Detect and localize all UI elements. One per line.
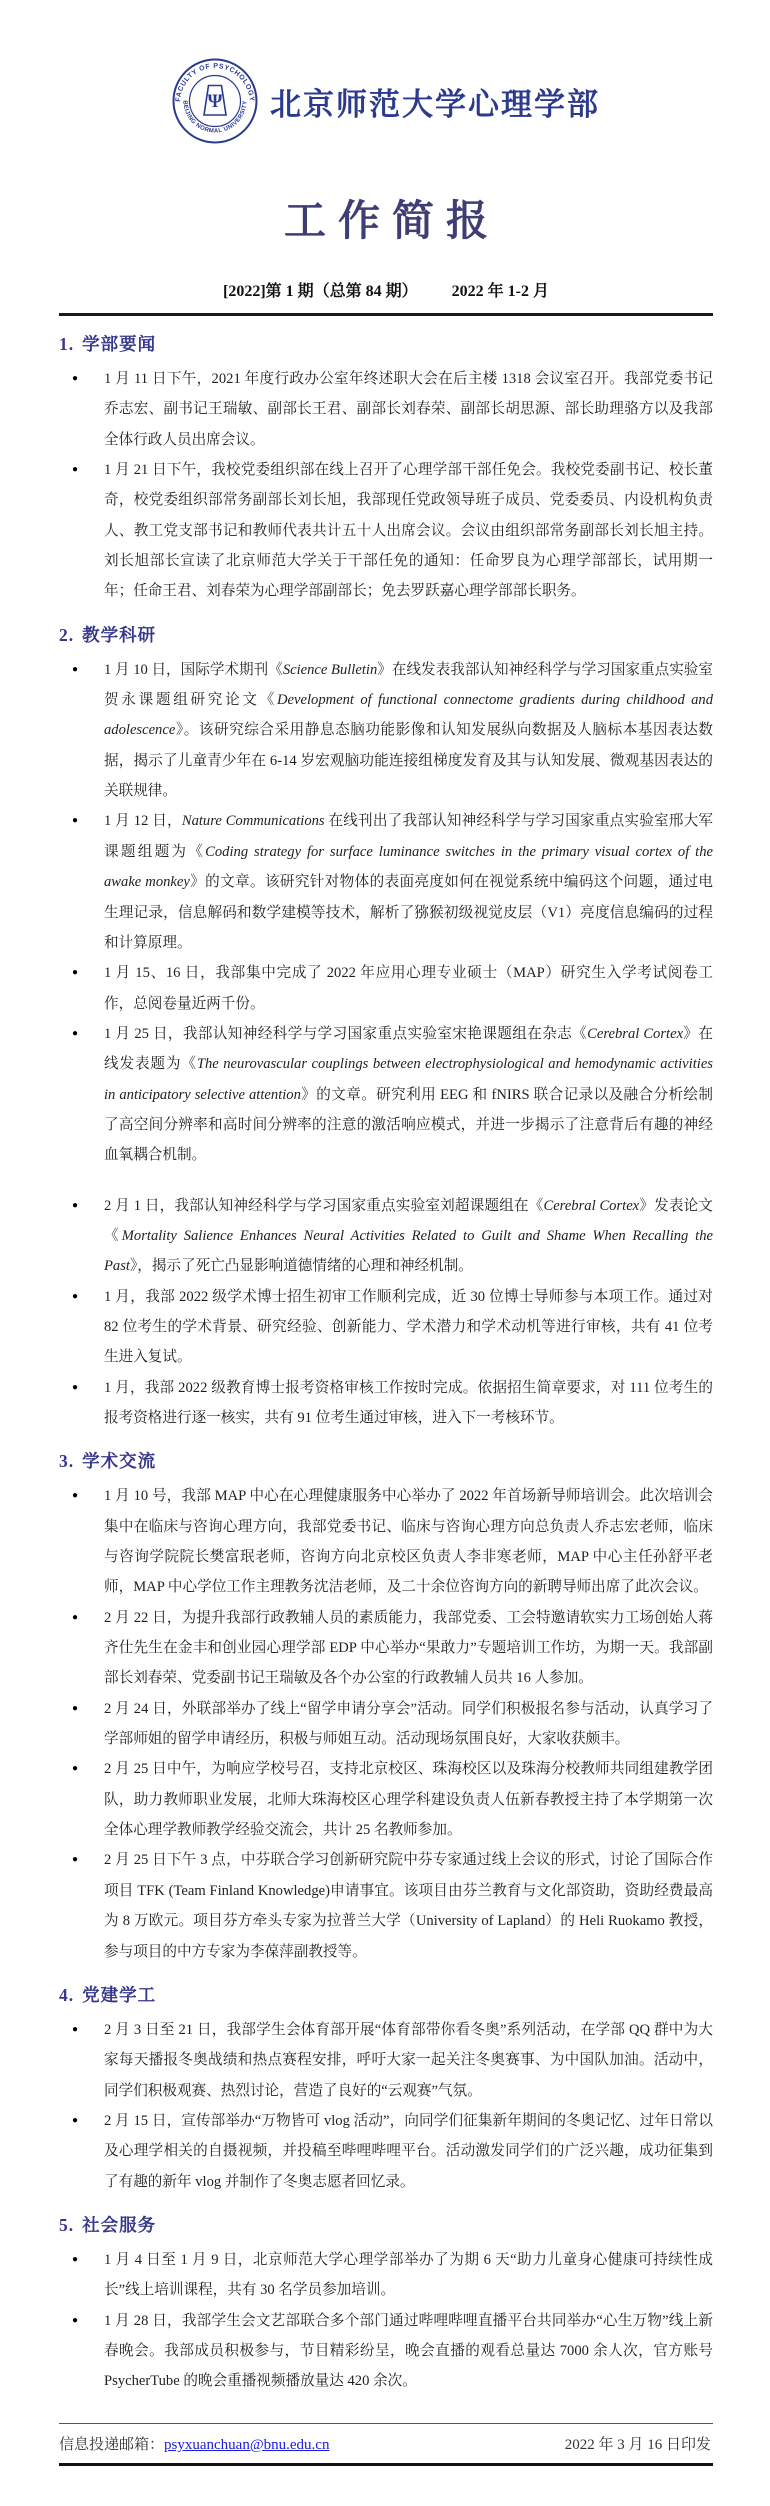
bullet-icon: ●	[72, 1199, 79, 1211]
section-title: 学术交流	[82, 1451, 157, 1472]
bulletin-list	[59, 2245, 713, 2397]
bulletin-item: ● 2 月 3 日至 21 日，我部学生会体育部开展“体育部带你看冬奥”系列活动，在学部 QQ 群中为大家每天播报冬奥战绩和热点赛程安排，呼吁大家一起关注冬奥赛事、为中国队加油。活动中，同学们积极观赛、热烈讨论，营造了良好的“云观赛”气氛。	[59, 2015, 713, 2106]
bullet-icon: ●	[72, 373, 79, 384]
section-number: 2.	[59, 624, 75, 645]
bulletin-item: ● 1 月 25 日，我部认知神经科学与学习国家重点实验室宋艳课题组在杂志《Cerebral Cortex》在线发表题为《The neurovascular couplings between electrophysiological and hemodynamic activities in anticipatory selective attention》的文章。研究利用 EEG 和 fNIRS 联合记录以及融合分析绘制了高空间分辨率和高时间分辨率的注意的激活响应模式，并进一步揭示了注意背后有趣的神经血氧耦合机制。	[59, 1019, 713, 1171]
bulletin-item: ● 1 月 28 日，我部学生会文艺部联合多个部门通过哔哩哔哩直播平台共同举办“心生万物”线上新春晚会。我部成员积极参与，节目精彩纷呈，晚会直播的观看总量达 7000 余人次，官方账号 PsycherTube 的晚会重播视频播放量达 420 余次。	[59, 2306, 713, 2397]
bullet-icon: ●	[72, 815, 79, 827]
section-title: 学部要闻	[82, 334, 157, 354]
page-title: 工作简报	[283, 199, 500, 245]
bulletin-item: ● 1 月 4 日至 1 月 9 日，北京师范大学心理学部举办了为期 6 天“助力儿童身心健康可持续性成长”线上培训课程，共有 30 名学员参加培训。	[59, 2245, 713, 2306]
section-number: 4.	[59, 1984, 75, 2005]
section-heading	[59, 331, 713, 356]
bulletin-list	[59, 2015, 713, 2197]
footer	[59, 2423, 713, 2466]
section-number: 3.	[59, 1451, 75, 1472]
footer-print-date: 2022 年 3 月 16 日印发	[564, 2436, 711, 2453]
bullet-icon: ●	[72, 1027, 79, 1039]
footer-rule-bottom	[59, 2463, 713, 2466]
issue-period: 2022 年 1-2 月	[451, 283, 549, 300]
bulletin-list	[59, 655, 713, 1434]
bulletin-item: ● 1 月，我部 2022 级学术博士招生初审工作顺利完成，近 30 位博士导师参与本项工作。通过对 82 位考生的学术背景、研究经验、创新能力、学术潜力和学术动机等进行审核，共有 41 位考生进入复试。	[59, 1282, 713, 1373]
section-heading	[59, 1982, 713, 2007]
bullet-icon: ●	[72, 1702, 79, 1714]
bulletin-item: ● 2 月 15 日，宣传部举办“万物皆可 vlog 活动”，向同学们征集新年期间的冬奥记忆、过年日常以及心理学相关的自摄视频，并投稿至哔哩哔哩平台。活动激发同学们的广泛兴趣，成功征集到了有趣的新年 vlog 并制作了冬奥志愿者回忆录。	[59, 2106, 713, 2197]
bullet-icon: ●	[72, 663, 79, 675]
section-title: 党建学工	[82, 1984, 157, 2005]
bulletin-item: ● 1 月 11 日下午，2021 年度行政办公室年终述职大会在后主楼 1318 会议室召开。我部党委书记乔志宏、副书记王瑞敏、副部长王君、副部长刘春荣、副部长胡思源、部长助理骆方以及我部全体行政人员出席会议。	[59, 364, 713, 455]
footer-email	[59, 2433, 329, 2454]
bulletin-item: ● 1 月 10 号，我部 MAP 中心在心理健康服务中心举办了 2022 年首场新导师培训会。此次培训会集中在临床与咨询心理方向，我部党委书记、临床与咨询心理方向总负责人乔志宏老师，临床与咨询学院院长樊富珉老师，咨询方向北京校区负责人李非寒老师，MAP 中心主任孙舒平老师，MAP 中心学位工作主理教务沈洁老师，及二十余位咨询方向的新聘导师出席了此次会议。	[59, 1481, 713, 1602]
header	[59, 58, 713, 144]
bulletin-item: ● 1 月，我部 2022 级教育博士报考资格审核工作按时完成。依据招生简章要求，对 111 位考生的报考资格进行逐一核实，共有 91 位考生通过审核，进入下一考核环节。	[59, 1373, 713, 1434]
section-heading	[59, 622, 713, 647]
bulletin-item: ● 1 月 12 日，Nature Communications 在线刊出了我部认知神经科学与学习国家重点实验室邢大军课题组题为《Coding strategy for surface luminance switches in the primary visual cortex of the awake monkey》的文章。该研究针对物体的表面亮度如何在视觉系统中编码这个问题，通过电生理记录，信息解码和数学建模等技术，解析了猕猴初级视觉皮层（V1）亮度信息编码的过程和计算原理。	[59, 806, 713, 958]
bullet-icon: ●	[72, 1763, 79, 1775]
faculty-seal-icon	[172, 58, 258, 144]
bulletin-item: ● 1 月 10 日，国际学术期刊《Science Bulletin》在线发表我部认知神经科学与学习国家重点实验室贺永课题组研究论文《Development of functional connectome gradients during childhood and adolescence》。该研究综合采用静息态脑功能影像和认知发展纵向数据及人脑标本基因表达数据，揭示了儿童青少年在 6-14 岁宏观脑功能连接组梯度发育及其与认知发展、微观基因表达的关联规律。	[59, 655, 713, 807]
bulletin-item: ● 2 月 1 日，我部认知神经科学与学习国家重点实验室刘超课题组在《Cerebral Cortex》发表论文《Mortality Salience Enhances Neural Activities Related to Guilt and Shame When Recalling the Past》，揭示了死亡凸显影响道德情绪的心理和神经机制。	[59, 1191, 713, 1282]
section-heading	[59, 2212, 713, 2237]
issue-line	[59, 278, 713, 301]
bullet-icon: ●	[72, 967, 79, 979]
masthead-rule	[59, 313, 713, 316]
bulletin-item: ● 2 月 24 日，外联部举办了线上“留学申请分享会”活动。同学们积极报名参与活动，认真学习了学部师姐的留学申请经历，积极与师姐互动。活动现场氛围良好，大家收获颇丰。	[59, 1694, 713, 1755]
section-title: 教学科研	[82, 624, 157, 645]
section-heading	[59, 1448, 713, 1473]
bullet-icon: ●	[72, 1611, 79, 1623]
bullet-icon: ●	[72, 1854, 79, 1866]
bullet-icon: ●	[72, 1490, 79, 1502]
seal-arc-top-text: FACULTY OF PSYCHOLOGY	[174, 62, 256, 103]
email-link[interactable]: psyxuanchuan@bnu.edu.cn	[164, 2436, 330, 2453]
issue-number: [2022]第 1 期（总第 84 期）	[222, 283, 418, 300]
footer-email-label: 信息投递邮箱：	[59, 2436, 165, 2453]
bullet-icon: ●	[72, 2314, 79, 2326]
bulletin-list	[59, 364, 713, 607]
section-title: 社会服务	[82, 2214, 157, 2235]
bullet-icon: ●	[72, 1381, 79, 1393]
bulletin-item: ● 2 月 22 日，为提升我部行政教辅人员的素质能力，我部党委、工会特邀请软实力工场创始人蒋齐仕先生在金丰和创业园心理学部 EDP 中心举办“果敢力”专题培训工作坊，为期一天。我部副部长刘春荣、党委副书记王瑞敏及各个办公室的行政教辅人员共 16 人参加。	[59, 1603, 713, 1694]
bulletin-item: ● 2 月 25 日中午，为响应学校号召，支持北京校区、珠海校区以及珠海分校教师共同组建教学团队，助力教师职业发展，北师大珠海校区心理学科建设负责人伍新春教授主持了本学期第一次全体心理学教师教学经验交流会，共计 25 名教师参加。	[59, 1754, 713, 1845]
bulletin-item: ● 2 月 25 日下午 3 点，中芬联合学习创新研究院中芬专家通过线上会议的形式，讨论了国际合作项目 TFK (Team Finland Knowledge)申请事宜。该项目由芬兰教育与文化部资助，资助经费最高为 8 万欧元。项目芬方牵头专家为拉普兰大学（University of Lapland）的 Heli Ruokamo 教授，参与项目的中方专家为李葆萍副教授等。	[59, 1845, 713, 1966]
bullet-icon: ●	[72, 2023, 79, 2035]
bullet-icon: ●	[72, 2114, 79, 2126]
section-number: 1.	[59, 334, 75, 354]
brand-text: 北京师范大学心理学部	[270, 86, 600, 122]
bullet-icon: ●	[72, 464, 79, 476]
bulletin-list	[59, 1481, 713, 1967]
bullet-icon: ●	[72, 2253, 79, 2265]
seal-arc-bottom-text: BEIJING NORMAL UNIVERSITY	[181, 100, 249, 135]
psi-symbol: Ψ	[207, 91, 223, 112]
sections	[59, 331, 713, 2397]
bullet-icon: ●	[72, 1290, 79, 1302]
bulletin-item: ● 1 月 21 日下午，我校党委组织部在线上召开了心理学部干部任免会。我校党委副书记、校长董奇，校党委组织部常务副部长刘长旭，我部现任党政领导班子成员、党委委员、内设机构负责人、教工党支部书记和教师代表共计五十人出席会议。会议由组织部常务副部长刘长旭主持。刘长旭部长宣读了北京师范大学关于干部任免的通知：任命罗良为心理学部部长，试用期一年；任命王君、刘春荣为心理学部副部长；免去罗跃嘉心理学部部长职务。	[59, 455, 713, 607]
section-number: 5.	[59, 2214, 75, 2235]
bulletin-item: ● 1 月 15、16 日，我部集中完成了 2022 年应用心理专业硕士（MAP）研究生入学考试阅卷工作，总阅卷量近两千份。	[59, 958, 713, 1019]
